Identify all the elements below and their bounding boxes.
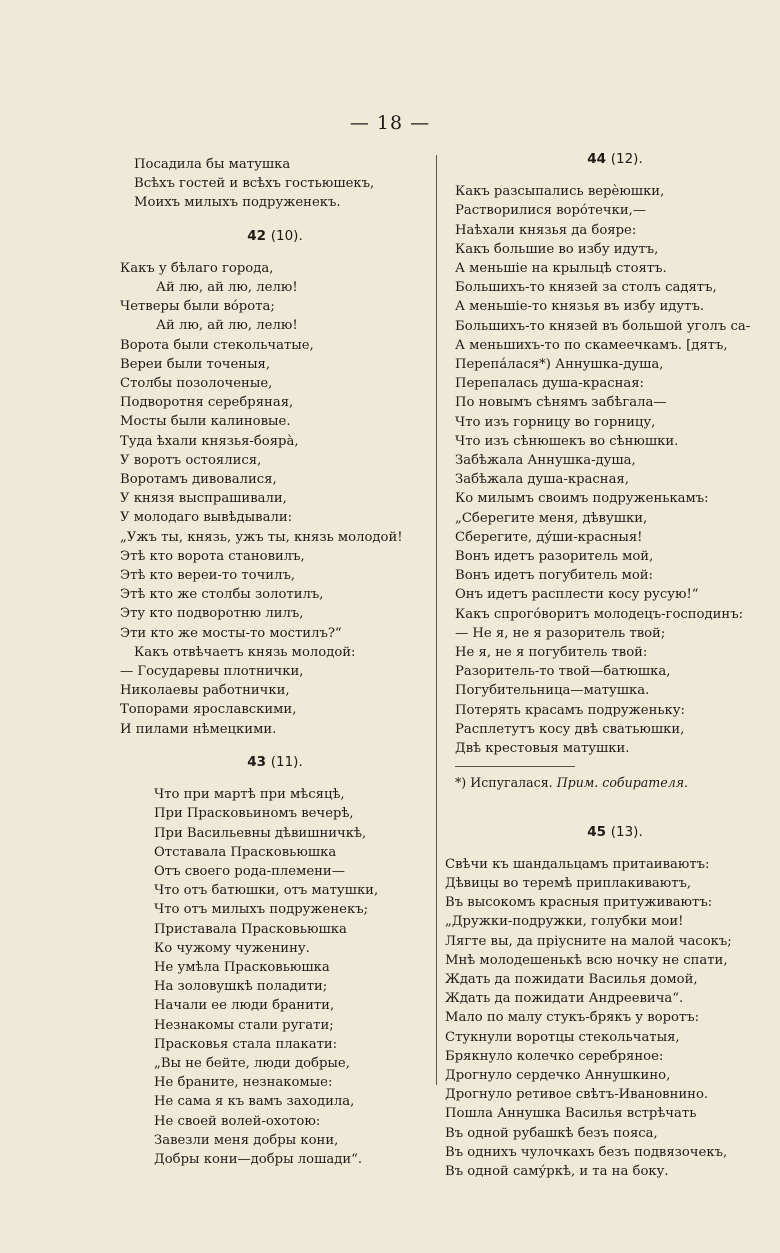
poem-line: А меньшiе на крыльцѣ стоятъ. xyxy=(455,261,667,277)
poem-line: Отъ своего рода-племени— xyxy=(154,863,345,879)
footnote xyxy=(455,773,775,792)
poem-line: И пилами нѣмецкими. xyxy=(120,721,277,737)
song-number: 43 xyxy=(247,753,267,770)
poem-line: Потерять красамъ подруженьку: xyxy=(455,702,686,718)
poem-line: Мнѣ молодешенькѣ всю ночку не спати, xyxy=(445,952,728,968)
poem-line: У молодаго вывѣдывали: xyxy=(120,510,293,526)
song-43-text xyxy=(120,785,430,1169)
poem-line: Въ однихъ чулочкахъ безъ подвязочекъ, xyxy=(445,1144,728,1160)
poem-line: Мосты были калиновые. xyxy=(120,414,291,430)
poem-line: „Ужъ ты, князь, ужъ ты, князь молодой! xyxy=(120,529,403,545)
poem-line: Двѣ крестовыя матушки. xyxy=(455,741,630,757)
song-number: 44 xyxy=(587,151,607,167)
poem-line: Какъ большие во избу идутъ, xyxy=(455,241,659,257)
poem-line: На золовушкѣ поладити; xyxy=(154,979,328,995)
poem-line: Вонъ идетъ разоритель мой, xyxy=(455,549,654,565)
poem-line: Моихъ милыхъ подруженекъ. xyxy=(134,195,341,211)
song-subnumber: (12). xyxy=(610,151,643,167)
song-42-text xyxy=(120,259,430,739)
poem-line: Онъ идетъ расплести косу русую!“ xyxy=(455,587,699,603)
poem-line: Что отъ батюшки, отъ матушки, xyxy=(154,883,379,899)
poem-line: Лягте вы, да прiусните на малой часокъ; xyxy=(445,933,732,949)
poem-line: Свѣчи къ шандальцамъ притаиваютъ: xyxy=(445,856,710,872)
poem-line: Что отъ милыхъ подруженекъ; xyxy=(154,902,369,918)
page-number: — 18 — xyxy=(349,112,431,134)
poem-line: Не умѣла Прасковьюшка xyxy=(154,959,330,975)
poem-line: — Не я, не я разоритель твой; xyxy=(455,625,666,641)
poem-line: Большихъ-то князей въ большой уголъ са- xyxy=(455,318,751,334)
song-heading-43 xyxy=(120,753,430,772)
poem-line: Не сама я къ вамъ заходила, xyxy=(154,1094,355,1110)
poem-line: Дѣвицы во теремѣ приплакиваютъ, xyxy=(445,875,692,891)
poem-line: Вонъ идетъ погубитель мой: xyxy=(455,568,653,584)
poem-line: Большихъ-то князей за столъ садятъ, xyxy=(455,280,717,296)
poem-line: Мало по малу стукъ-брякъ у воротъ: xyxy=(445,1010,700,1026)
song-number: 45 xyxy=(587,823,607,840)
poem-line: Топорами ярославскими, xyxy=(120,702,297,718)
footnote-attribution: Прим. собирателя. xyxy=(556,775,689,791)
left-column xyxy=(120,155,430,1169)
poem-line: „Дружки-подружки, голубки мои! xyxy=(445,914,684,930)
poem-line: Начали ее люди бранити, xyxy=(154,998,335,1014)
right-column xyxy=(445,150,775,1181)
poem-line: Стукнули воротцы стекольчатыя, xyxy=(445,1029,680,1045)
poem-line: Ждать да пожидати Василья домой, xyxy=(445,971,698,987)
song-number: 42 xyxy=(247,227,267,244)
song-44-text xyxy=(455,182,775,758)
poem-line: Ждать да пожидати Андреевича“. xyxy=(445,991,684,1007)
poem-line: Брякнуло колечко серебряное: xyxy=(445,1048,664,1064)
poem-line: Всѣхъ гостей и всѣхъ гостьюшекъ, xyxy=(134,176,375,192)
poem-line: Ко милымъ своимъ подруженькамъ: xyxy=(455,491,709,507)
poem-line: По новымъ сѣнямъ забѣгала— xyxy=(455,395,667,411)
poem-line: Пошла Аннушка Василья встрѣчать xyxy=(445,1106,697,1122)
footnote-text: *) Испугалася. xyxy=(455,775,553,791)
poem-line: Не своей волей-охотою: xyxy=(154,1113,321,1129)
poem-line: Эту кто подворотню лилъ, xyxy=(120,606,304,622)
poem-line: У воротъ остоялися, xyxy=(120,452,262,468)
poem-line: Посадила бы матушка xyxy=(134,157,291,172)
poem-line: Дрогнуло ретивое свѣтъ-Ивановнино. xyxy=(445,1087,709,1103)
poem-line: — Государевы плотнички, xyxy=(120,664,304,680)
poem-line: Воротамъ дивовалися, xyxy=(120,472,277,488)
poem-line: „Сберегите меня, дѣвушки, xyxy=(455,510,648,526)
song-subnumber: (10). xyxy=(270,227,303,244)
poem-line: Отставала Прасковьюшка xyxy=(154,844,337,860)
song-45-text xyxy=(445,855,775,1181)
poem-line: Этѣ кто же столбы золотилъ, xyxy=(120,587,324,603)
poem-line: Завезли меня добры кони, xyxy=(154,1132,339,1148)
poem-line: Этѣ кто вереи-то точилъ, xyxy=(120,568,296,584)
poem-line: Столбы позолоченые, xyxy=(120,376,273,392)
poem-line: У князя выспрашивали, xyxy=(120,491,287,507)
poem-line: Подворотня серебряная, xyxy=(120,395,294,411)
poem-line: А меньшихъ-то по скамеечкамъ. [дятъ, xyxy=(455,337,728,353)
poem-line: Забѣжала Аннушка-душа, xyxy=(455,453,636,469)
poem-line: Ай лю, ай лю, лелю! xyxy=(156,318,298,334)
poem-line: Сберегите, ду́ши-красныя! xyxy=(455,529,643,545)
intro-stanza xyxy=(120,155,430,213)
song-subnumber: (13). xyxy=(610,823,643,840)
poem-line: Перепа́лася*) Аннушка-душа, xyxy=(455,357,664,373)
poem-line: Что изъ горницу во горницу, xyxy=(455,414,656,430)
poem-line: При Прасковьиномъ вечерѣ, xyxy=(154,806,354,822)
poem-line: Разоритель-то твой—батюшка, xyxy=(455,664,671,680)
poem-line: „Вы не бейте, люди добрые, xyxy=(154,1055,350,1071)
poem-line: Въ одной саму́ркѣ, и та на боку. xyxy=(445,1163,669,1179)
poem-line: Четверы были во́рота; xyxy=(120,299,275,315)
poem-line: А меньшiе-то князья въ избу идутъ. xyxy=(455,299,705,315)
poem-line: Приставала Прасковьюшка xyxy=(154,921,347,937)
poem-line: Эти кто же мосты-то мостилъ?“ xyxy=(120,625,342,641)
poem-line: Вереи были точеныя, xyxy=(120,356,271,372)
song-heading-44 xyxy=(455,150,775,169)
poem-line: Какъ разсыпались верѐюшки, xyxy=(455,184,665,200)
poem-line: Что при мартѣ при мѣсяцѣ, xyxy=(154,787,345,803)
poem-line: Незнакомы стали ругати; xyxy=(154,1017,334,1033)
poem-line: Въ одной рубашкѣ безъ пояса, xyxy=(445,1125,658,1141)
poem-line: Этѣ кто ворота становилъ, xyxy=(120,548,305,564)
song-heading-42 xyxy=(120,227,430,246)
poem-line: Ай лю, ай лю, лелю! xyxy=(156,280,298,296)
footnote-rule xyxy=(455,766,575,767)
poem-line: Туда ѣхали князья-бояра̀, xyxy=(120,433,299,449)
song-subnumber: (11). xyxy=(270,753,303,770)
poem-line: Что изъ сѣнюшекъ во сѣнюшки. xyxy=(455,433,679,449)
poem-line: Въ высокомъ красныя притуживаютъ: xyxy=(445,895,713,911)
poem-line: Растворилися воро́течки,— xyxy=(455,203,647,219)
poem-line: Какъ отвѣчаетъ князь молодой: xyxy=(134,644,356,660)
poem-line: Ворота были стекольчатые, xyxy=(120,337,314,353)
poem-line: Перепалась душа-красная: xyxy=(455,376,645,392)
song-heading-45 xyxy=(455,823,775,842)
poem-line: Какъ спрого́воритъ молодецъ-господинъ: xyxy=(455,606,744,622)
poem-line: Николаевы работнички, xyxy=(120,683,290,699)
poem-line: Не я, не я погубитель твой: xyxy=(455,645,648,661)
poem-line: При Васильевны дѣвишничкѣ, xyxy=(154,825,367,841)
poem-line: Дрогнуло сердечко Аннушкино, xyxy=(445,1067,671,1083)
poem-line: Добры кони—добры лошади“. xyxy=(154,1151,363,1167)
column-divider xyxy=(436,155,437,1085)
poem-line: Не браните, незнакомые: xyxy=(154,1075,333,1091)
poem-line: Ко чужому чуженину. xyxy=(154,940,310,956)
poem-line: Погубительница—матушка. xyxy=(455,683,650,699)
poem-line: Наѣхали князья да бояре: xyxy=(455,222,637,238)
poem-line: Забѣжала душа-красная, xyxy=(455,472,629,488)
poem-line: Какъ у бѣлаго города, xyxy=(120,260,274,276)
poem-line: Прасковья стала плакати: xyxy=(154,1036,338,1052)
poem-line: Расплетутъ косу двѣ сватьюшки, xyxy=(455,721,685,737)
